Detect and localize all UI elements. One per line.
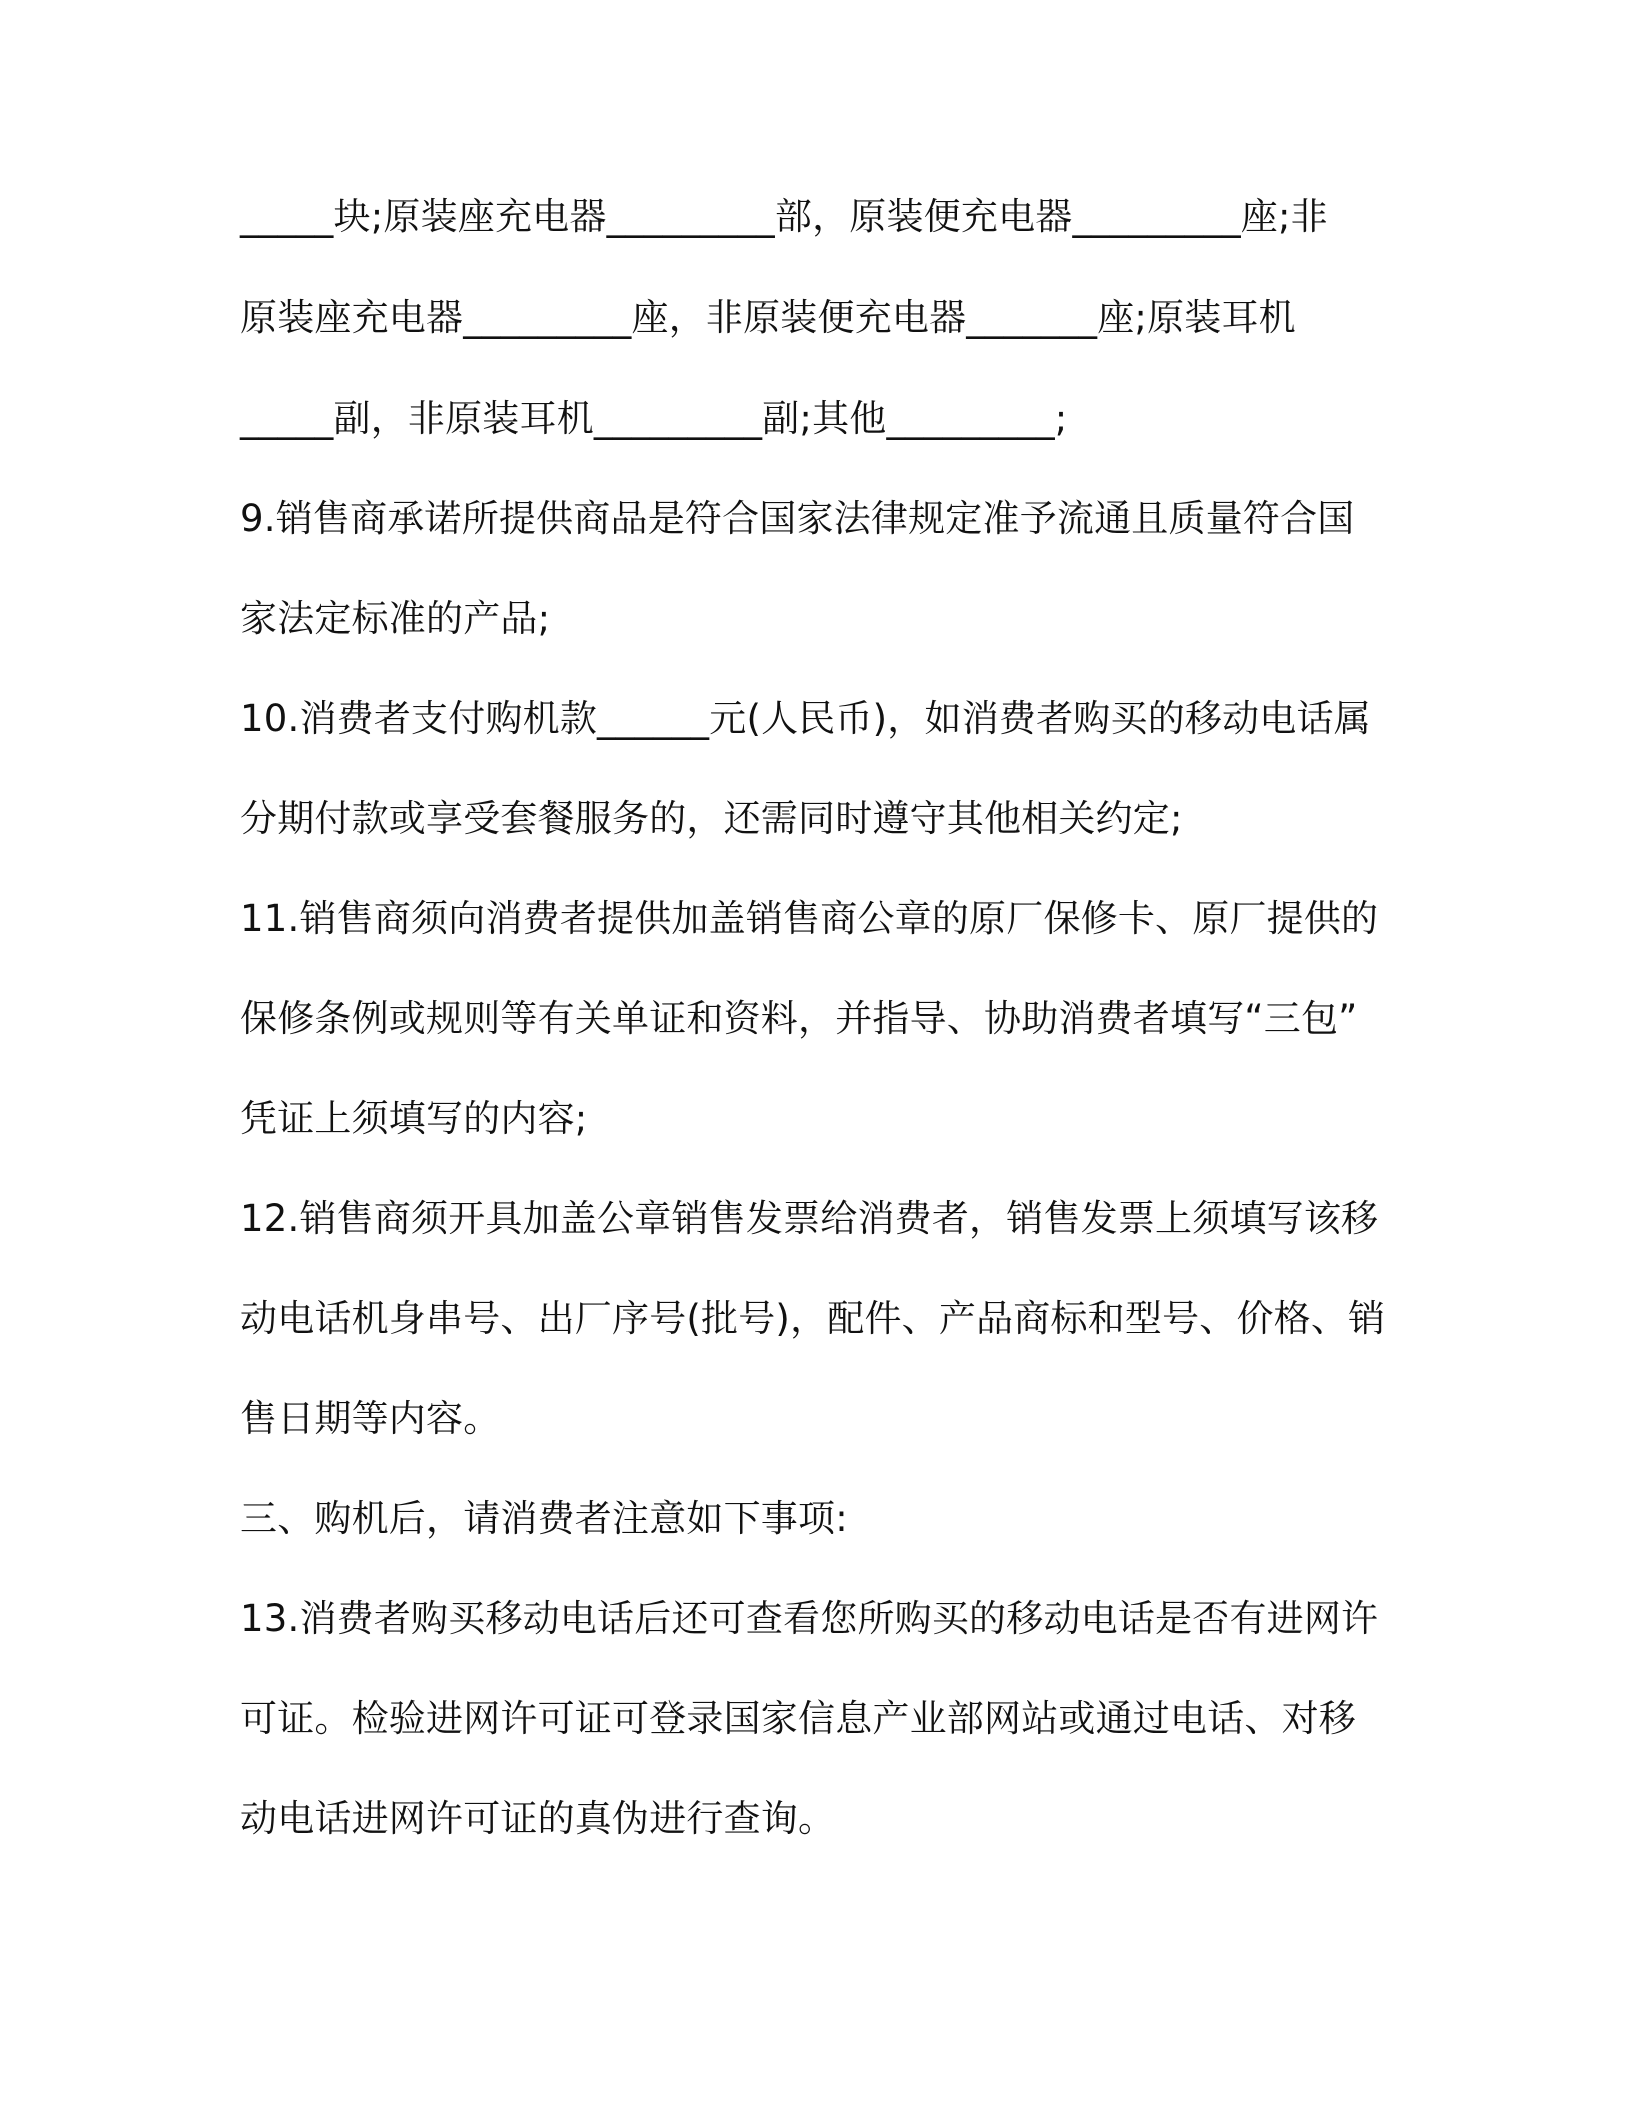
clause-11-line-1: 11.销售商须向消费者提供加盖销售商公章的原厂保修卡、原厂提供的 [240, 897, 1379, 940]
clause-10-line-1: 10.消费者支付购机款______元(人民币)，如消费者购买的移动电话属 [240, 697, 1371, 740]
clause-13-line-1: 13.消费者购买移动电话后还可查看您所购买的移动电话是否有进网许 [240, 1597, 1379, 1640]
section-heading: 三、购机后，请消费者注意如下事项: [240, 1497, 848, 1540]
clause-12-line-1: 12.销售商须开具加盖公章销售发票给消费者，销售发票上须填写该移 [240, 1197, 1379, 1240]
clause-12-line-2: 动电话机身串号、出厂序号(批号)，配件、产品商标和型号、价格、销 [240, 1297, 1386, 1340]
text-line: _____块;原装座充电器_________部，原装便充电器_________座;非 [240, 195, 1328, 238]
clause-9-line-1: 9.销售商承诺所提供商品是符合国家法律规定准予流通且质量符合国 [240, 497, 1355, 540]
text-line: 原装座充电器_________座，非原装便充电器_______座;原装耳机 [240, 296, 1296, 339]
text-line: _____副，非原装耳机_________副;其他_________; [240, 397, 1068, 440]
clause-9-line-2: 家法定标准的产品; [240, 597, 551, 640]
clause-11-line-2: 保修条例或规则等有关单证和资料，并指导、协助消费者填写“三包” [240, 997, 1358, 1040]
clause-12-line-3: 售日期等内容。 [240, 1397, 501, 1440]
clause-13-line-3: 动电话进网许可证的真伪进行查询。 [240, 1797, 836, 1840]
clause-13-line-2: 可证。检验进网许可证可登录国家信息产业部网站或通过电话、对移 [240, 1697, 1356, 1740]
clause-11-line-3: 凭证上须填写的内容; [240, 1097, 588, 1140]
clause-10-line-2: 分期付款或享受套餐服务的，还需同时遵守其他相关约定; [240, 797, 1183, 840]
